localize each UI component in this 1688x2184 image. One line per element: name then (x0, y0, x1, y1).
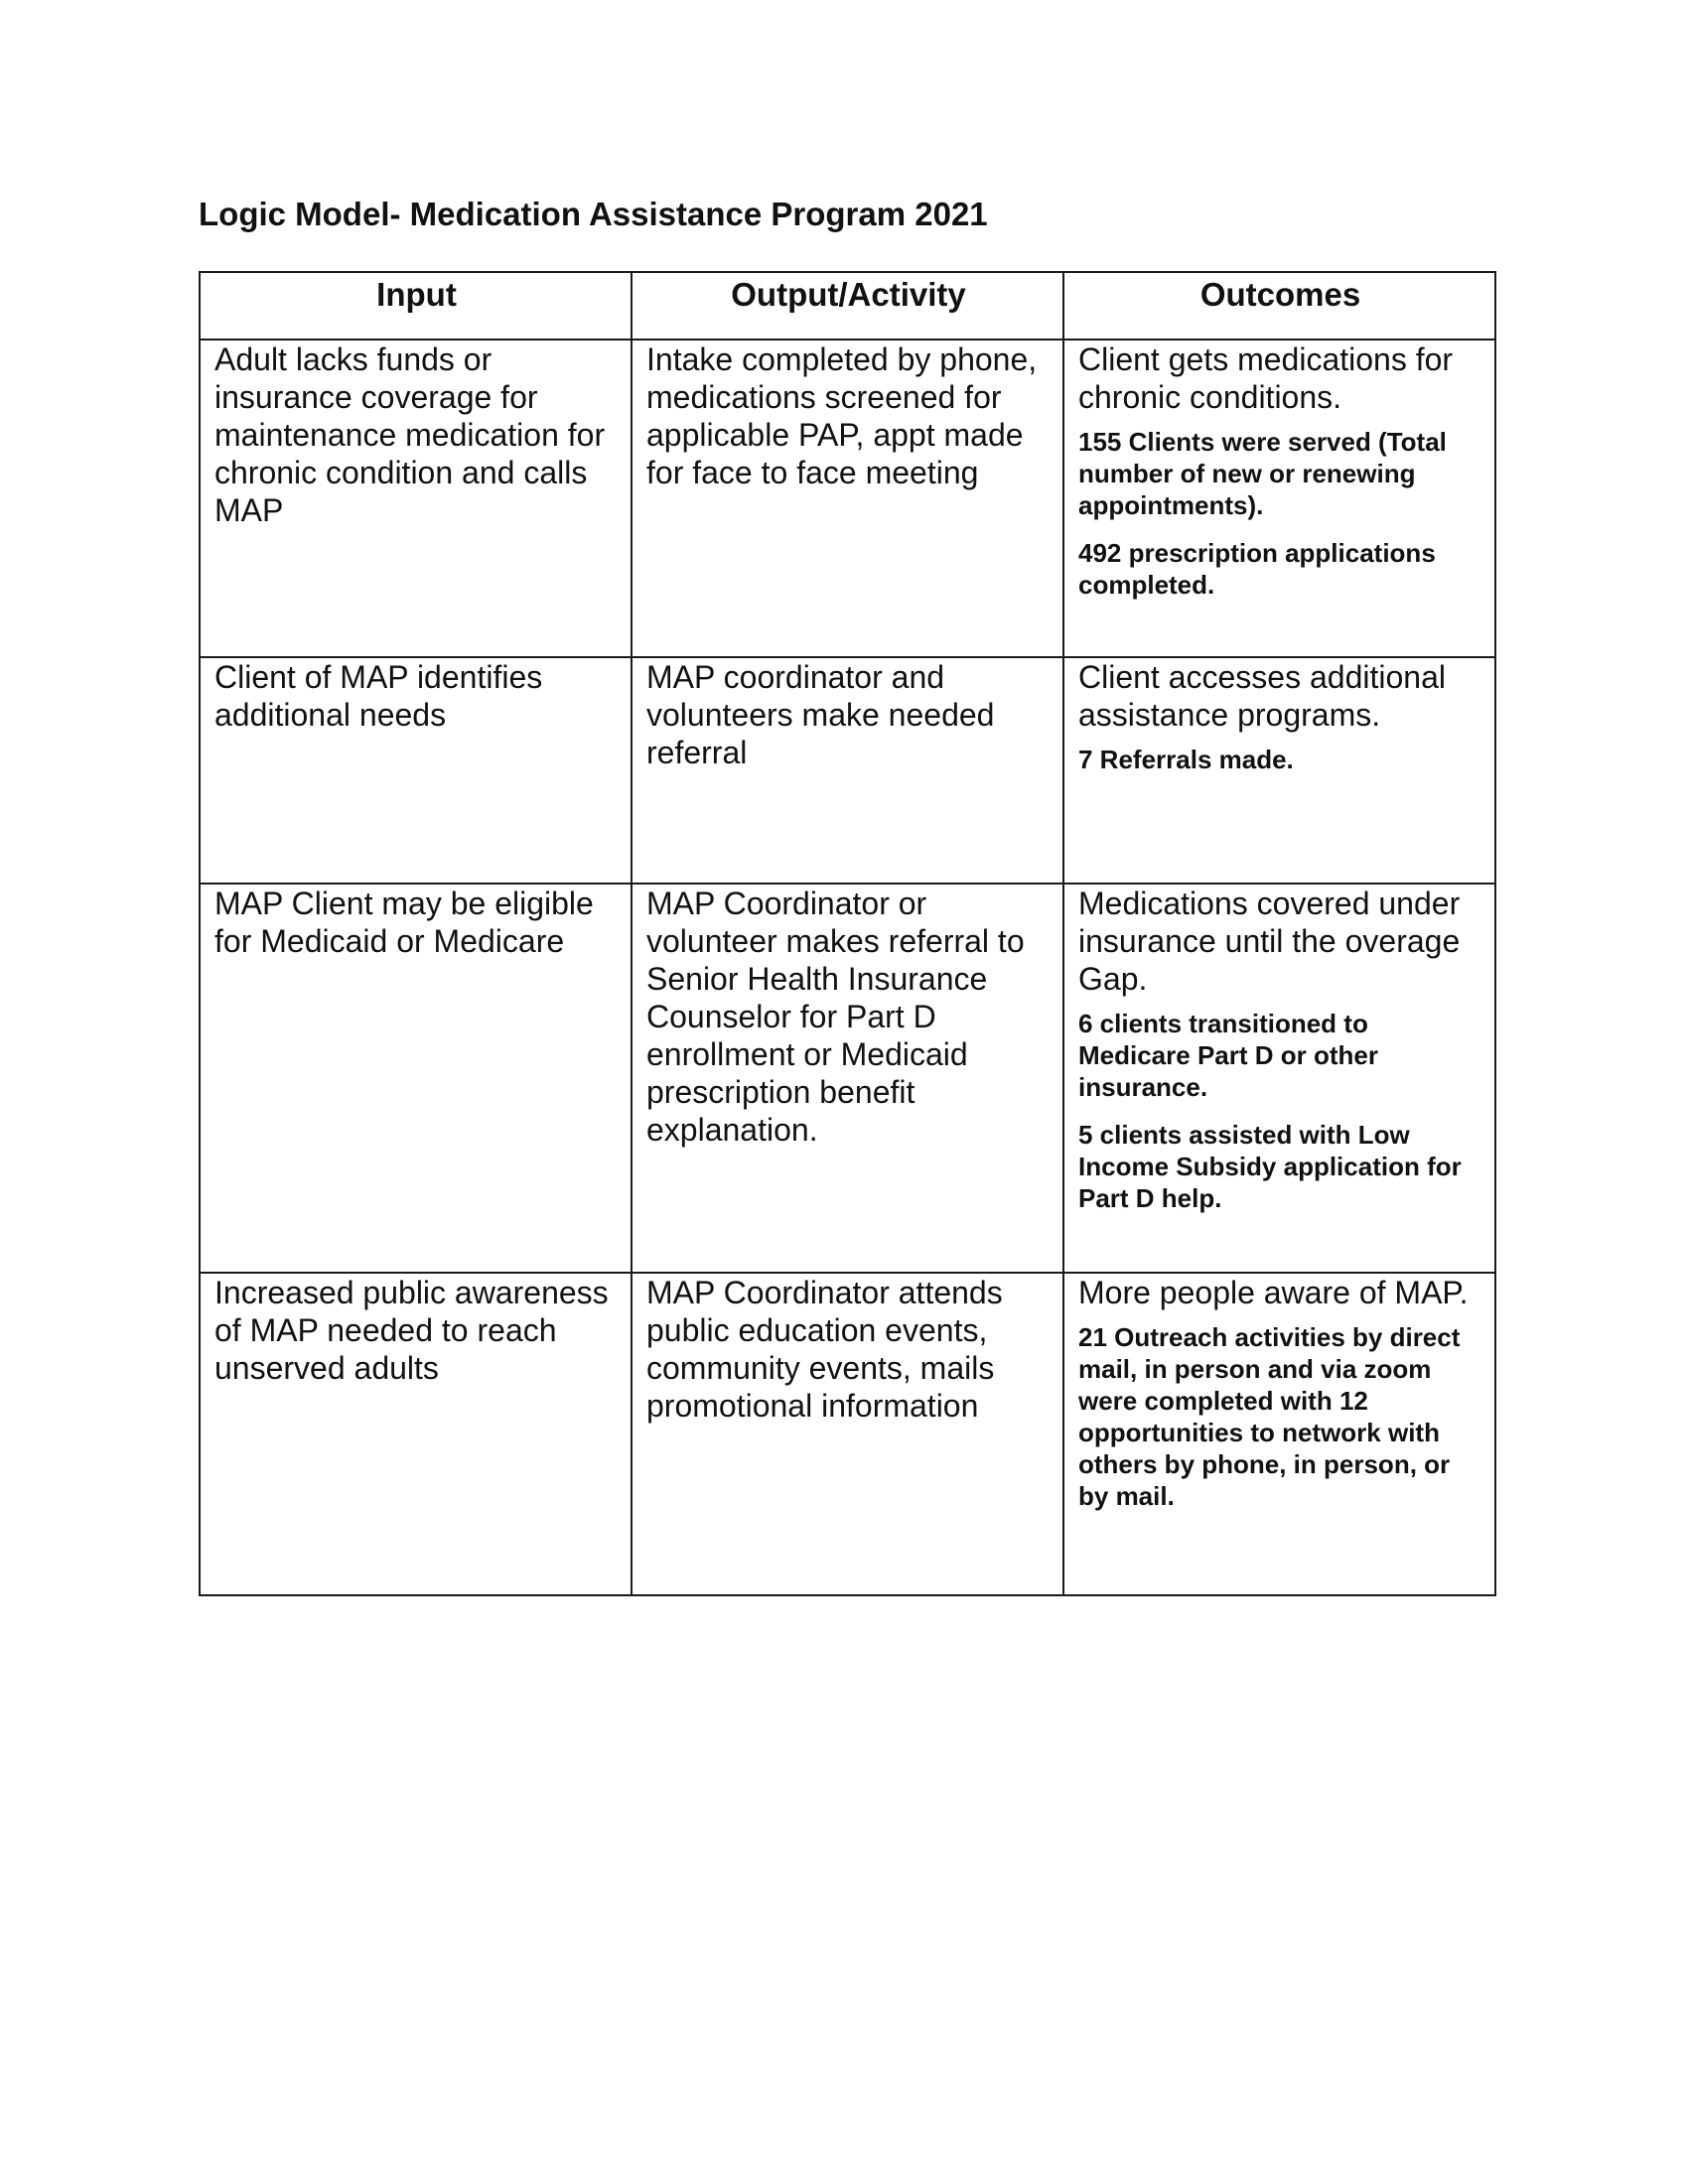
header-input: Input (200, 272, 632, 340)
output-cell (632, 657, 1063, 884)
output-text: MAP coordinator and volunteers make needed referral (646, 659, 995, 770)
outcome-cell (1063, 657, 1495, 884)
header-outcomes: Outcomes (1063, 272, 1495, 340)
input-cell (200, 657, 632, 884)
table-row (200, 884, 1495, 1273)
outcome-text: More people aware of MAP. (1078, 1275, 1469, 1310)
table-row (200, 340, 1495, 657)
outcome-note: 7 Referrals made. (1078, 745, 1294, 774)
logic-model-table (199, 271, 1496, 1596)
document-title: Logic Model- Medication Assistance Program 2021 (199, 196, 988, 232)
outcome-text: Medications covered under insurance until the overage Gap. (1078, 886, 1461, 997)
output-cell (632, 340, 1063, 657)
output-cell (632, 884, 1063, 1273)
output-text: Intake completed by phone, medications screened for applicable PAP, appt made for face to face meeting (646, 341, 1038, 490)
table-row (200, 657, 1495, 884)
output-text: MAP Coordinator attends public education events, community events, mails promotional information (646, 1275, 1003, 1424)
input-cell (200, 1273, 632, 1595)
output-cell (632, 1273, 1063, 1595)
outcome-note: 6 clients transitioned to Medicare Part D or other insurance. (1078, 1009, 1378, 1102)
input-text: Increased public awareness of MAP needed to reach unserved adults (214, 1275, 609, 1386)
table-row (200, 1273, 1495, 1595)
input-cell (200, 884, 632, 1273)
outcome-note: 21 Outreach activities by direct mail, in person and via zoom were completed with 12 opportunities to network with others by phone, in person, or by mail. (1078, 1322, 1461, 1511)
outcome-cell (1063, 340, 1495, 657)
header-output-activity: Output/Activity (632, 272, 1063, 340)
outcome-note: 492 prescription applications completed. (1078, 538, 1436, 600)
outcome-cell (1063, 1273, 1495, 1595)
outcome-cell (1063, 884, 1495, 1273)
outcome-text: Client gets medications for chronic conditions. (1078, 341, 1454, 415)
input-cell (200, 340, 632, 657)
input-text: Client of MAP identifies additional needs (214, 659, 543, 733)
outcome-note: 5 clients assisted with Low Income Subsidy application for Part D help. (1078, 1120, 1462, 1213)
table-header-row (200, 272, 1495, 340)
outcome-note: 155 Clients were served (Total number of new or renewing appointments). (1078, 427, 1447, 520)
outcome-text: Client accesses additional assistance programs. (1078, 659, 1446, 733)
input-text: Adult lacks funds or insurance coverage for maintenance medication for chronic condition and calls MAP (214, 341, 606, 528)
input-text: MAP Client may be eligible for Medicaid or Medicare (214, 886, 594, 959)
output-text: MAP Coordinator or volunteer makes referral to Senior Health Insurance Counselor for Part D enrollment or Medicaid prescription benefit explanation. (646, 886, 1025, 1148)
